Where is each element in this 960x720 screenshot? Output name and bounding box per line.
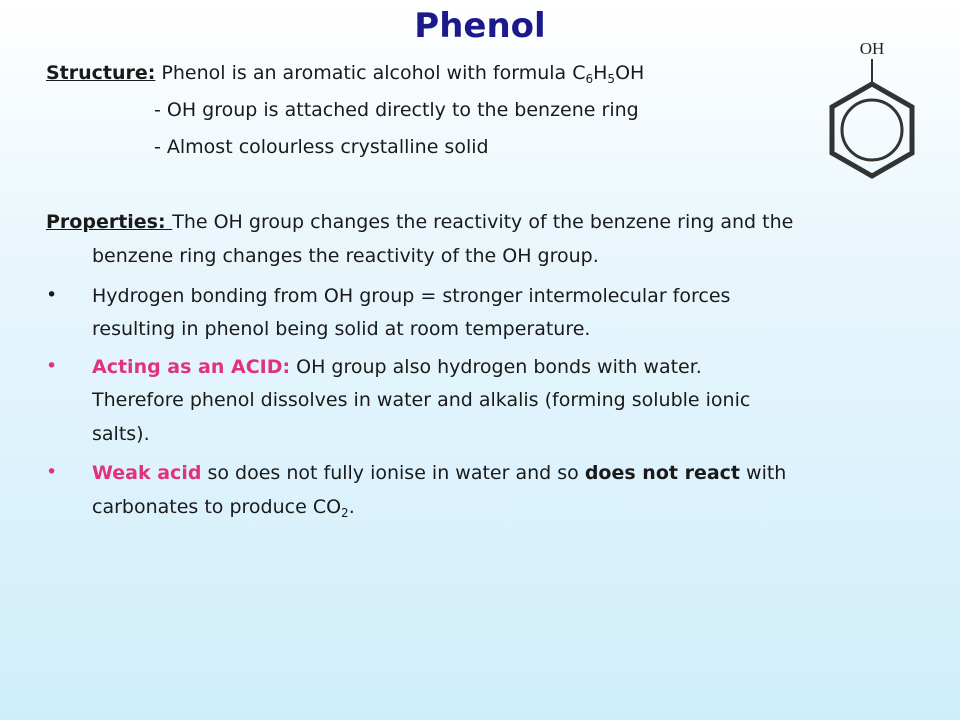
properties-line-1 xyxy=(46,209,793,235)
weak-acid-label: Weak acid xyxy=(92,462,202,484)
bullet-2-line-1 xyxy=(92,354,702,380)
bullet-3: • xyxy=(46,461,58,483)
bullet-1: • xyxy=(46,284,58,306)
bullet-3-line-1 xyxy=(92,460,786,486)
properties-intro-a: The OH group changes the reactivity of the benzene ring and the xyxy=(172,211,794,233)
bullet-1-line-2: resulting in phenol being solid at room temperature. xyxy=(92,318,591,340)
properties-heading: Properties: xyxy=(46,211,173,233)
bullet-3-line-2 xyxy=(92,494,355,520)
bullet-2-text: OH group also hydrogen bonds with water. xyxy=(290,356,702,378)
formula-h: H xyxy=(593,62,608,84)
structure-line-1 xyxy=(46,60,644,86)
formula-oh: OH xyxy=(615,62,645,84)
period: . xyxy=(348,496,355,518)
bullet-3-text-a: so does not fully ionise in water and so xyxy=(201,462,585,484)
formula-sub-5: 5 xyxy=(607,72,616,86)
properties-line-2: benzene ring changes the reactivity of the OH group. xyxy=(92,245,599,267)
aromatic-ring-circle xyxy=(842,100,902,160)
oh-label: OH xyxy=(859,39,885,58)
structure-line-2: - OH group is attached directly to the benzene ring xyxy=(154,99,639,121)
formula-sub-6: 6 xyxy=(585,72,594,86)
benzene-hexagon xyxy=(832,84,912,176)
page-title: Phenol xyxy=(414,6,546,46)
bullet-1-line-1: Hydrogen bonding from OH group = stronger intermolecular forces xyxy=(92,285,731,307)
structure-heading: Structure: xyxy=(46,62,156,84)
carbonates-text: carbonates to produce CO xyxy=(92,496,342,518)
structure-line-3: - Almost colourless crystalline solid xyxy=(154,136,489,158)
bullet-2-line-2: Therefore phenol dissolves in water and alkalis (forming soluble ionic xyxy=(92,389,751,411)
acid-label: Acting as an ACID: xyxy=(92,356,291,378)
phenol-structure-diagram xyxy=(808,32,918,202)
bullet-2-line-3: salts). xyxy=(92,423,150,445)
bullet-2: • xyxy=(46,355,58,377)
structure-text-1: Phenol is an aromatic alcohol with formula C xyxy=(155,62,586,84)
bullet-3-text-b: with xyxy=(740,462,787,484)
does-not-react-text: does not react xyxy=(584,462,740,484)
co2-subscript: 2 xyxy=(341,506,349,520)
